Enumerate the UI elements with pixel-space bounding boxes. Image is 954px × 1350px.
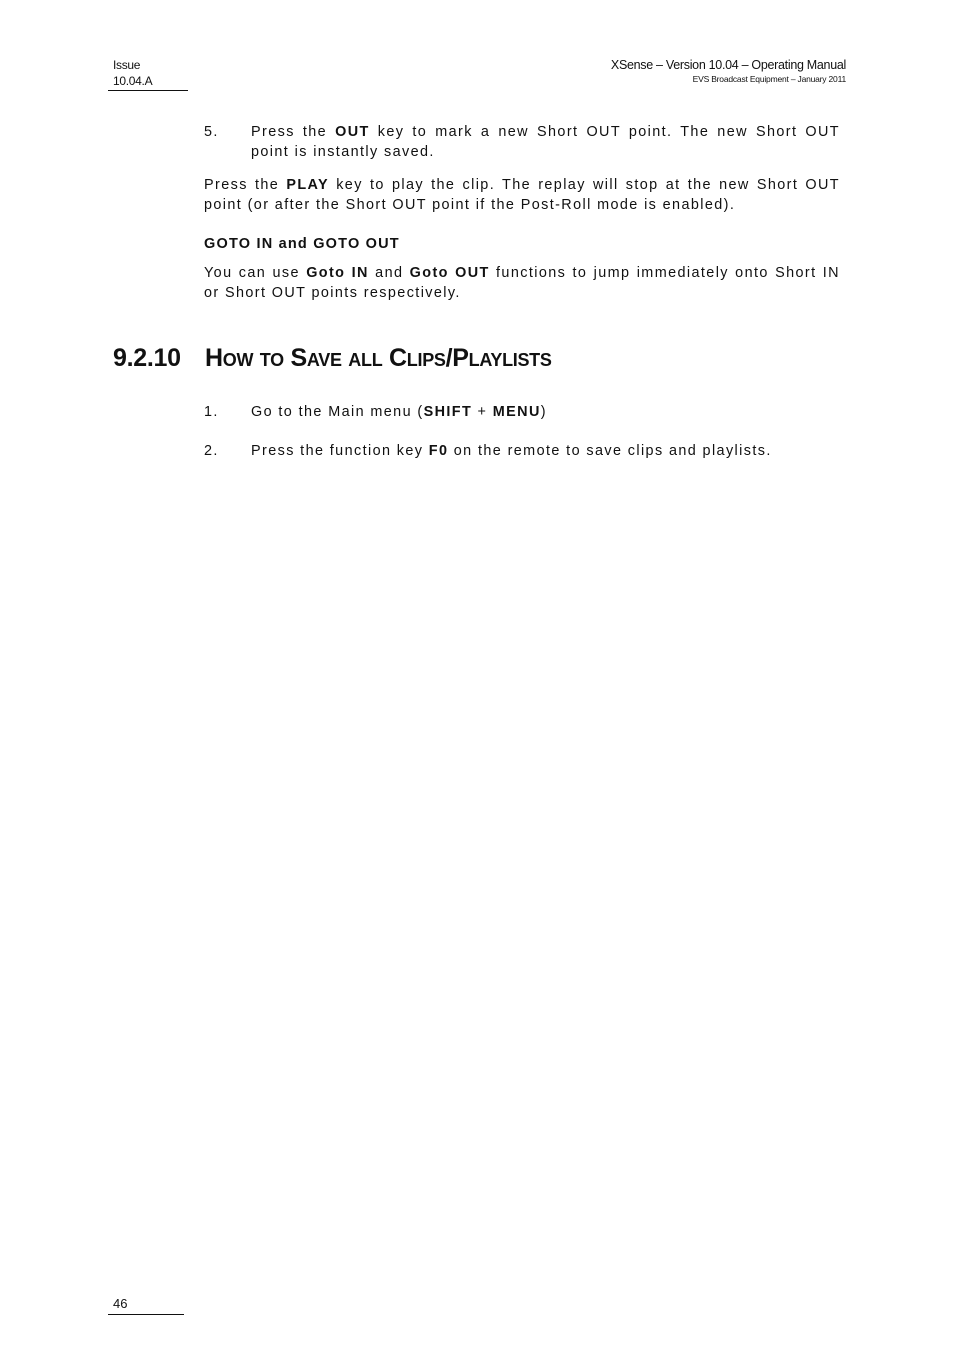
step-2 [204, 441, 840, 461]
step-text: Go to the Main menu (SHIFT + MENU) [251, 404, 547, 420]
step-number: 2. [204, 443, 219, 459]
step-number: 5. [204, 124, 219, 140]
step-text: Press the OUT key to mark a new Short OUT point. The new Short OUT point is instantly saved. [251, 124, 840, 160]
goto-paragraph: You can use Goto IN and Goto OUT functions to jump immediately onto Short IN or Short OUT points respectively. [204, 265, 840, 301]
out-key: OUT [335, 124, 370, 140]
step-number: 1. [204, 404, 219, 420]
step-text: Press the function key F0 on the remote to save clips and playlists. [251, 443, 772, 459]
header-title-block [611, 57, 846, 85]
goto-out-function: Goto OUT [409, 265, 490, 281]
section-heading [113, 342, 552, 374]
play-key: PLAY [286, 177, 330, 193]
issue-number: 10.04.A [113, 74, 153, 88]
header-issue-block [108, 57, 188, 91]
menu-key: MENU [492, 404, 541, 420]
page-number: 46 [113, 1296, 128, 1311]
section-number: 9.2.10 [113, 344, 181, 372]
issue-label: Issue [113, 58, 141, 72]
document-title: XSense – Version 10.04 – Operating Manual [610, 58, 846, 72]
subheading-goto: GOTO IN and GOTO OUT [204, 236, 400, 252]
shift-key: SHIFT [423, 404, 473, 420]
document-subtitle: EVS Broadcast Equipment – January 2011 [692, 74, 846, 84]
f0-key: F0 [428, 443, 449, 459]
goto-in-function: Goto IN [306, 265, 369, 281]
footer [108, 1295, 184, 1315]
play-paragraph: Press the PLAY key to play the clip. The replay will stop at the new Short OUT point (or after the Short OUT point if the Post-Roll mode is enabled). [204, 177, 841, 213]
step-1 [204, 402, 840, 422]
step-5 [204, 122, 840, 162]
section-title: How to Save all Clips/Playlists [205, 344, 552, 372]
